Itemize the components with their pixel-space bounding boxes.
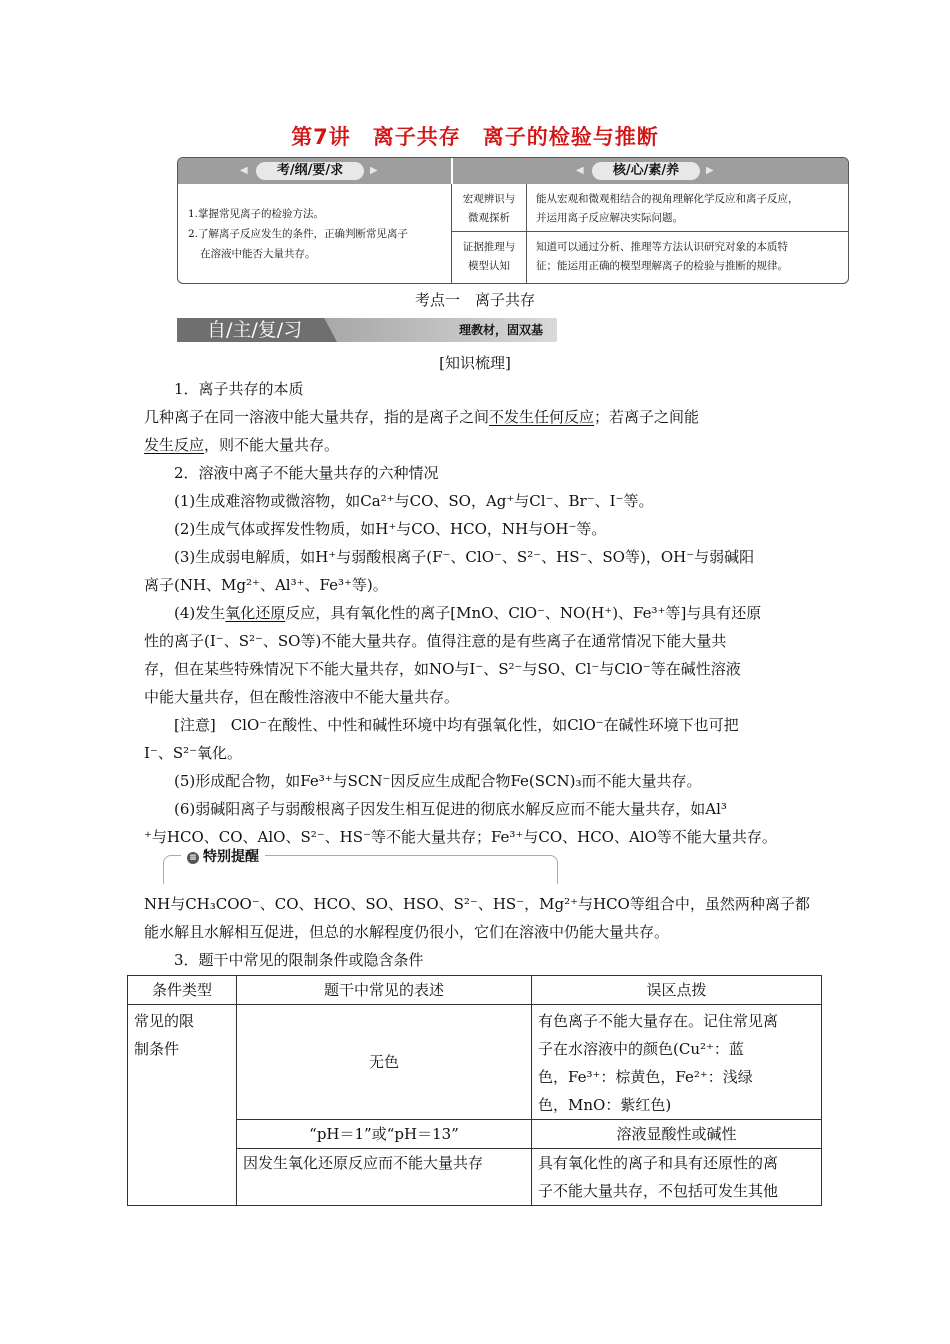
- divider: [452, 231, 848, 232]
- literacy-desc-line: 能从宏观和微观相结合的视角理解化学反应和离子反应，: [536, 193, 799, 205]
- list-item-cont: 性的离子(I⁻、S²⁻、SO等)不能大量共存。值得注意的是有些离子在通常情况下能大量共: [144, 632, 727, 650]
- table-header: 误区点拨: [532, 976, 822, 1005]
- literacy-label-line: 证据推理与: [462, 241, 516, 253]
- requirements-header: 考/纲/要/求: [256, 162, 364, 180]
- literacy-label-line: 模型认知: [468, 260, 510, 272]
- banner-subtitle: 理教材，固双基: [459, 323, 544, 337]
- page-title: 第7讲 离子共存 离子的检验与推断: [291, 125, 659, 149]
- heading-3: 3．题干中常见的限制条件或隐含条件: [174, 951, 424, 969]
- paragraph: [144, 431, 809, 459]
- table-row: [128, 1005, 822, 1120]
- tip-title: [181, 846, 265, 866]
- literacy-label-line: 宏观辨识与: [462, 193, 516, 205]
- requirement-item: 1.掌握常见离子的检验方法。: [188, 208, 325, 220]
- banner-title: 自/主/复/习: [207, 319, 303, 341]
- table-cell-expr: 无色: [237, 1005, 532, 1120]
- list-item: (6)弱碱阳离子与弱酸根离子因发生相互促进的彻底水解反应而不能大量共存，如Al³: [174, 800, 727, 818]
- text: 反应，具有氧化性的离子[MnO、ClO⁻、NO(H⁺)、Fe³⁺等]与具有还原: [285, 604, 762, 622]
- literacy-label: [452, 190, 526, 228]
- cell-line: 有色离子不能大量存在。记住常见离: [538, 1012, 779, 1030]
- header-divider: [451, 158, 453, 184]
- cell-line: 具有氧化性的离子和具有还原性的离: [538, 1154, 779, 1172]
- underlined-answer: 发生反应: [144, 436, 205, 454]
- list-item-cont: 离子(NH、Mg²⁺、Al³⁺、Fe³⁺等)。: [144, 576, 388, 594]
- requirement-item: 在溶液中能否大量共存。: [200, 248, 316, 260]
- cell-line: 制条件: [134, 1040, 180, 1058]
- text: (4)发生: [174, 604, 226, 622]
- cell-line: 色，Fe³⁺：棕黄色，Fe²⁺：浅绿: [538, 1068, 753, 1086]
- list-item: (5)形成配合物，如Fe³⁺与SCN⁻因反应生成配合物Fe(SCN)₃而不能大量共存。: [174, 772, 702, 790]
- left-arrow-icon: ◀: [240, 165, 248, 176]
- text: ，则不能大量共存。: [204, 436, 340, 454]
- table-cell-expr: “pH＝1”或“pH＝13”: [237, 1120, 532, 1149]
- knowledge-heading: [知识梳理]: [439, 354, 511, 372]
- tip-icon: ≡: [187, 852, 199, 864]
- overview-box: [177, 157, 849, 284]
- divider: [526, 184, 527, 283]
- right-arrow-icon: ▶: [370, 165, 378, 176]
- list-item: (1)生成难溶物或微溶物，如Ca²⁺与CO、SO，Ag⁺与Cl⁻、Br⁻、I⁻等。: [174, 492, 654, 510]
- list-item: (3)生成弱电解质，如H⁺与弱酸根离子(F⁻、ClO⁻、S²⁻、HS⁻、SO等)，OH⁻与弱碱阳: [174, 548, 755, 566]
- literacy-desc-line: 并运用离子反应解决实际问题。: [536, 212, 683, 224]
- underlined-answer: 不发生任何反应: [489, 408, 595, 426]
- tip-title-text: 特别提醒: [203, 849, 259, 865]
- list-item-cont: 存，但在某些特殊情况下不能大量共存，如NO与I⁻、S²⁻与SO、Cl⁻与ClO⁻等在碱性溶液: [144, 660, 741, 678]
- table-cell-tip: [532, 1149, 822, 1206]
- section-heading: 考点一 离子共存: [414, 291, 535, 309]
- requirement-item: 2.了解离子反应发生的条件，正确判断常见离子: [188, 228, 409, 240]
- text: ；若离子之间能: [594, 408, 700, 426]
- table-cell-type: [128, 1005, 237, 1206]
- table-cell-tip: [532, 1005, 822, 1120]
- overview-header: [178, 158, 848, 184]
- literacy-desc-line: 征；能运用正确的模型理解离子的检验与推断的规律。: [536, 260, 788, 272]
- cell-line: 子在水溶液中的颜色(Cu²⁺：蓝: [538, 1040, 744, 1058]
- right-arrow-icon: ▶: [706, 165, 714, 176]
- note-cont: I⁻、S²⁻氧化。: [144, 744, 243, 762]
- cell-line: 常见的限: [134, 1012, 195, 1030]
- table-header-row: [128, 976, 822, 1005]
- cell-line: 色，MnO：紫红色): [538, 1096, 672, 1114]
- heading-1: 1．离子共存的本质: [174, 380, 304, 398]
- conditions-table: [127, 975, 822, 1206]
- list-item: [174, 599, 809, 627]
- requirements-list: [188, 204, 450, 264]
- note: [注意] ClO⁻在酸性、中性和碱性环境中均有强氧化性，如ClO⁻在碱性环境下也可把: [174, 716, 739, 734]
- review-banner: [177, 318, 557, 342]
- table-cell-expr: 因发生氧化还原反应而不能大量共存: [237, 1149, 532, 1206]
- list-item-cont: ⁺与HCO、CO、AlO、S²⁻、HS⁻等不能大量共存；Fe³⁺与CO、HCO、AlO等不能大量共存。: [144, 828, 777, 846]
- literacy-desc-line: 知道可以通过分析、推理等方法认识研究对象的本质特: [536, 241, 788, 253]
- table-cell-tip: 溶液显酸性或碱性: [532, 1120, 822, 1149]
- literacy-header: 核/心/素/养: [592, 162, 700, 180]
- underlined-answer: 氧化还原: [225, 604, 286, 622]
- cell-line: 子不能大量共存，不包括可发生其他: [538, 1182, 779, 1200]
- literacy-desc: [536, 190, 841, 228]
- table-header: 条件类型: [128, 976, 237, 1005]
- list-item-cont: 中能大量共存，但在酸性溶液中不能大量共存。: [144, 688, 460, 706]
- table-header: 题干中常见的表述: [237, 976, 532, 1005]
- tip-text: 能水解且水解相互促进，但总的水解程度仍很小，它们在溶液中仍能大量共存。: [144, 923, 670, 941]
- literacy-desc: [536, 238, 841, 276]
- literacy-label: [452, 238, 526, 276]
- heading-2: 2．溶液中离子不能大量共存的六种情况: [174, 464, 439, 482]
- tip-text: NH与CH₃COO⁻、CO、HCO、SO、HSO、S²⁻、HS⁻，Mg²⁺与HCO等组合中，虽然两种离子都: [144, 895, 810, 913]
- left-arrow-icon: ◀: [576, 165, 584, 176]
- list-item: (2)生成气体或挥发性物质，如H⁺与CO、HCO，NH与OH⁻等。: [174, 520, 607, 538]
- literacy-label-line: 微观探析: [468, 212, 510, 224]
- text: 几种离子在同一溶液中能大量共存，指的是离子之间: [144, 408, 490, 426]
- paragraph: [144, 403, 809, 431]
